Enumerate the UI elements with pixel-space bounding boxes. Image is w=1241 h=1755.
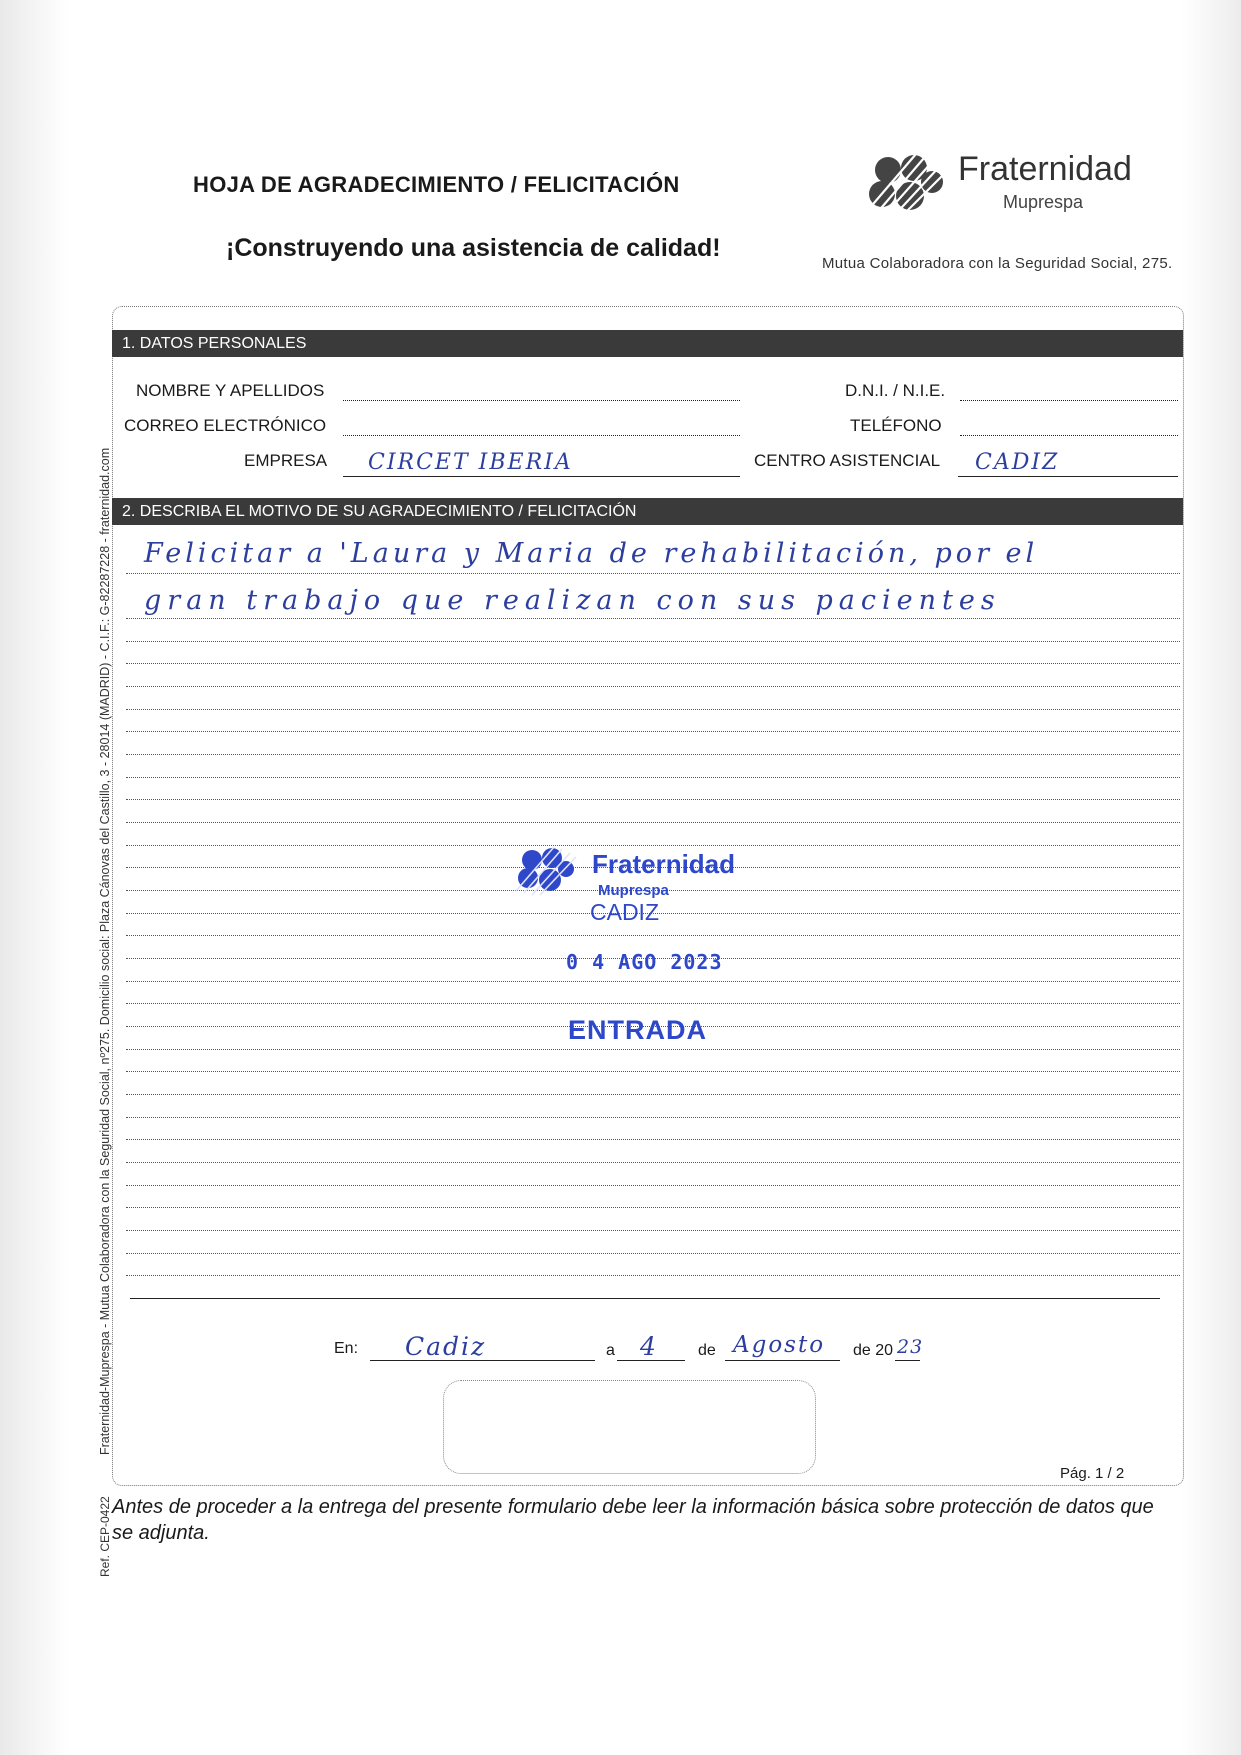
writing-line [126, 777, 1180, 778]
writing-line [126, 799, 1180, 800]
stamp-entry: ENTRADA [568, 1015, 707, 1045]
fraternidad-logo-icon [858, 150, 950, 220]
year-value: 23 [897, 1336, 924, 1358]
center-field[interactable] [958, 476, 1178, 477]
data-protection-notice: Antes de proceder a la entrega del presente formulario debe leer la información básica sobre protección de datos que se adjunta. [112, 1496, 1154, 1544]
handwritten-reason-line-2: gran trabajo que realizan con sus pacientes [144, 585, 1001, 616]
writing-line [126, 1139, 1180, 1140]
document-subtitle: ¡Construyendo una asistencia de calidad! [226, 234, 721, 262]
company-field[interactable] [343, 476, 740, 477]
mutua-line: Mutua Colaboradora con la Seguridad Social, 275. [822, 255, 1173, 272]
stamp-brand: Fraternidad [592, 849, 736, 879]
section-end-line [130, 1298, 1160, 1299]
email-label: CORREO ELECTRÓNICO [124, 416, 327, 435]
writing-line [126, 1162, 1180, 1163]
center-label: CENTRO ASISTENCIAL [754, 451, 941, 470]
company-value: CIRCET IBERIA [368, 450, 573, 475]
stamp-sub: Muprespa [598, 882, 669, 899]
entry-stamp [510, 845, 770, 1045]
writing-line [126, 1275, 1180, 1276]
de-label: de [698, 1342, 716, 1359]
name-label: NOMBRE Y APELLIDOS [136, 381, 325, 400]
reference-code: Ref. CEP-0422 [98, 1496, 112, 1577]
scan-edge-right [1181, 0, 1241, 1755]
brand-subname: Muprespa [1003, 192, 1084, 212]
center-value: CADIZ [975, 450, 1060, 475]
month-value: Agosto [733, 1332, 826, 1358]
writing-line [126, 754, 1180, 755]
email-field[interactable] [343, 435, 740, 436]
writing-line [126, 618, 1180, 619]
writing-line [126, 663, 1180, 664]
dni-label: D.N.I. / N.I.E. [845, 381, 946, 400]
section-personal-data-header: 1. DATOS PERSONALES [112, 330, 1183, 357]
page-number: Pág. 1 / 2 [1060, 1465, 1125, 1482]
writing-line [126, 1117, 1180, 1118]
writing-line [126, 1207, 1180, 1208]
scan-edge-left [0, 0, 70, 1755]
brand-name: Fraternidad [958, 150, 1132, 188]
writing-line [126, 822, 1180, 823]
year-field[interactable] [895, 1360, 920, 1361]
name-field[interactable] [343, 400, 740, 401]
brand-logo [858, 150, 1148, 220]
year-label: de 20 [853, 1342, 894, 1359]
writing-line [126, 1230, 1180, 1231]
month-field[interactable] [725, 1360, 840, 1361]
writing-line [126, 1049, 1180, 1050]
day-value: 4 [640, 1332, 658, 1361]
a-label: a [606, 1342, 615, 1359]
company-label: EMPRESA [244, 451, 328, 470]
writing-line [126, 573, 1180, 574]
dni-field[interactable] [960, 400, 1178, 401]
signature-box[interactable] [443, 1380, 816, 1474]
writing-line [126, 731, 1180, 732]
en-label: En: [334, 1340, 359, 1357]
stamp-date: 0 4 AGO 2023 [566, 950, 723, 974]
phone-label: TELÉFONO [850, 416, 942, 435]
stamp-city: CADIZ [590, 899, 659, 925]
writing-line [126, 1185, 1180, 1186]
section-reason-header: 2. DESCRIBA EL MOTIVO DE SU AGRADECIMIENTO / FELICITACIÓN [112, 498, 1183, 525]
writing-line [126, 686, 1180, 687]
writing-line [126, 709, 1180, 710]
handwritten-reason-line-1: Felicitar a 'Laura y Maria de rehabilitación, por el [144, 538, 1039, 569]
writing-line [126, 1253, 1180, 1254]
sidebar-legal-text: Fraternidad-Muprespa - Mutua Colaboradora con la Seguridad Social, nº275. Domicilio social: Plaza Cánovas del Castillo, 3 - 28014 (MADRID) - C.I.F.: G-82287228 - fraternidad.com [98, 447, 112, 1455]
stamp-logo-icon [510, 845, 580, 897]
phone-field[interactable] [960, 435, 1178, 436]
writing-line [126, 641, 1180, 642]
place-value: Cadiz [405, 1332, 487, 1361]
writing-line [126, 1071, 1180, 1072]
document-title: HOJA DE AGRADECIMIENTO / FELICITACIÓN [193, 172, 680, 197]
writing-line [126, 1094, 1180, 1095]
